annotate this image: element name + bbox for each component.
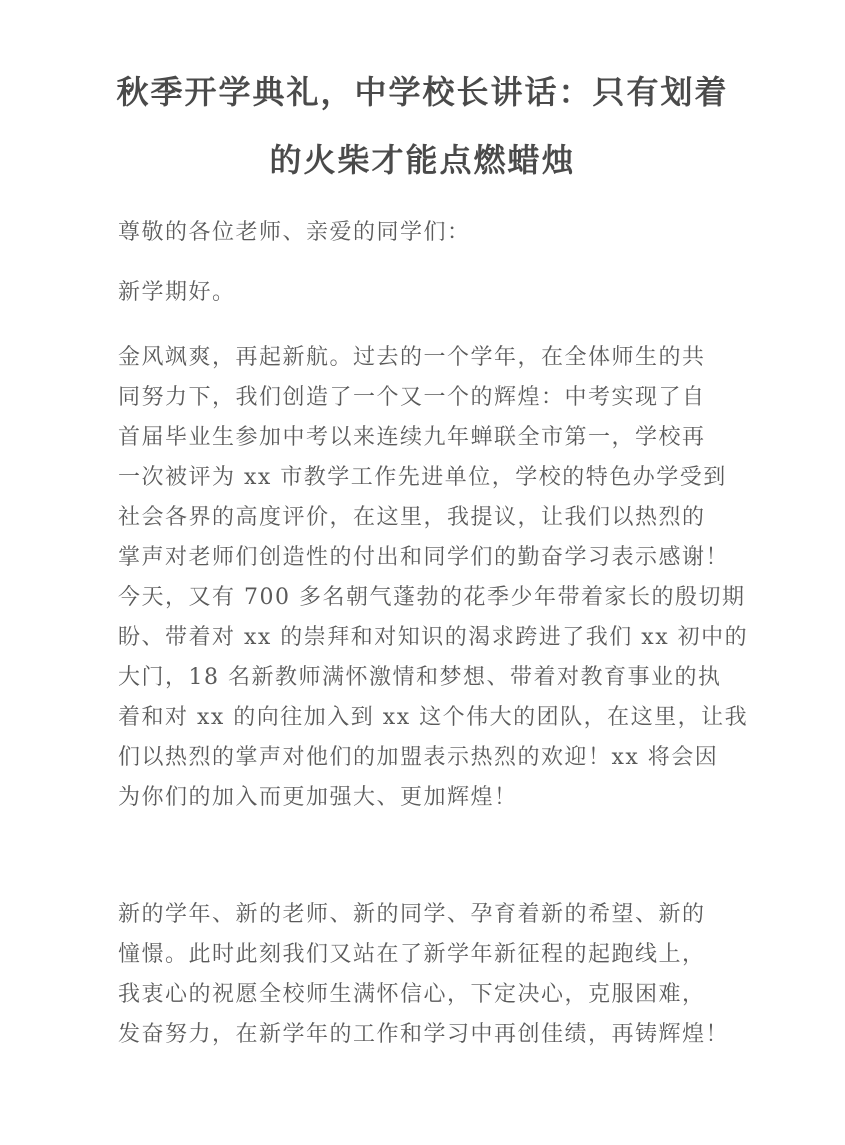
paragraph-1 xyxy=(118,338,748,818)
paragraph-1-line: 首届毕业生参加中考以来连续九年蝉联全市第一，学校再 xyxy=(118,425,706,450)
paragraph-2-line: 我衷心的祝愿全校师生满怀信心，下定决心，克服困难， xyxy=(118,982,706,1007)
title-line-2: 的火柴才能点燃蜡烛 xyxy=(269,141,576,179)
paragraph-2-line: 新的学年、新的老师、新的同学、孕育着新的希望、新的 xyxy=(118,902,706,927)
paragraph-1-line: 同努力下，我们创造了一个又一个的辉煌：中考实现了自 xyxy=(118,385,706,410)
title-line-1: 秋季开学典礼，中学校长讲话：只有划着 xyxy=(116,73,729,111)
paragraph-2-line: 发奋努力，在新学年的工作和学习中再创佳绩，再铸辉煌！ xyxy=(118,1022,730,1047)
paragraph-1-line: 今天，又有 700 多名朝气蓬勃的花季少年带着家长的殷切期 xyxy=(118,585,746,610)
paragraph-1-line: 为你们的加入而更加强大、更加辉煌！ xyxy=(118,785,518,810)
paragraph-1-line: 金风飒爽，再起新航。过去的一个学年，在全体师生的共 xyxy=(118,345,706,370)
paragraph-2-line: 憧憬。此时此刻我们又站在了新学年新征程的起跑线上， xyxy=(118,942,706,967)
paragraph-1-line: 们以热烈的掌声对他们的加盟表示热烈的欢迎！xx 将会因 xyxy=(118,745,719,770)
greeting-text: 尊敬的各位老师、亲爱的同学们： xyxy=(118,220,471,245)
paragraph-1-line: 大门，18 名新教师满怀激情和梦想、带着对教育事业的执 xyxy=(118,665,722,690)
greeting xyxy=(118,213,748,253)
paragraph-1-line: 着和对 xx 的向往加入到 xx 这个伟大的团队，在这里，让我 xyxy=(118,705,749,730)
opening-text: 新学期好。 xyxy=(118,280,236,305)
paragraph-1-line: 掌声对老师们创造性的付出和同学们的勤奋学习表示感谢！ xyxy=(118,545,730,570)
paragraph-1-line: 一次被评为 xx 市教学工作先进单位，学校的特色办学受到 xyxy=(118,465,727,490)
paragraph-1-line: 盼、带着对 xx 的崇拜和对知识的渴求跨进了我们 xx 初中的 xyxy=(118,625,749,650)
opening-line xyxy=(118,273,748,313)
paragraph-2 xyxy=(118,895,748,1055)
paragraph-1-line: 社会各界的高度评价，在这里，我提议，让我们以热烈的 xyxy=(118,505,706,530)
